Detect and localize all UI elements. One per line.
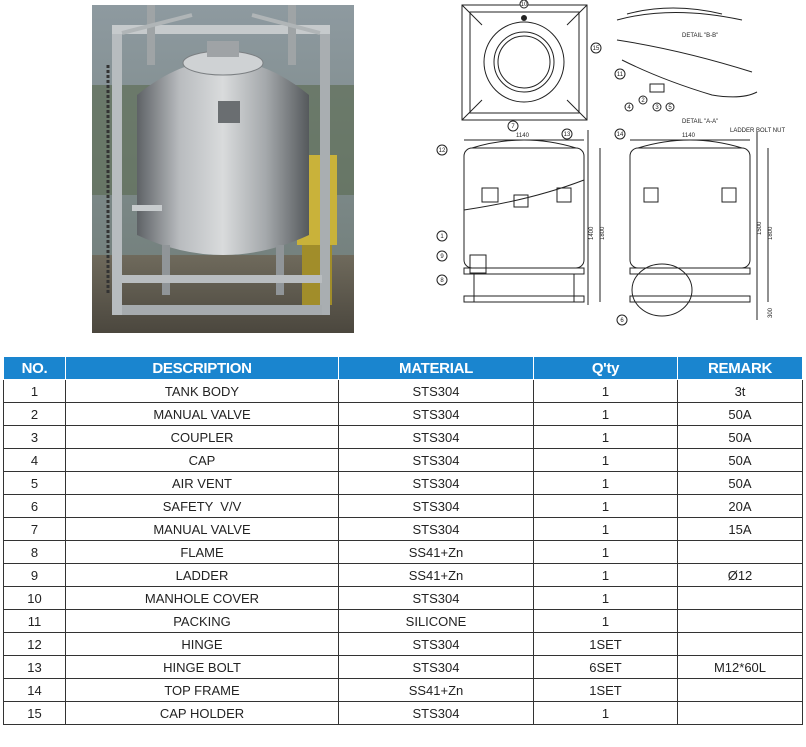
table-row	[4, 702, 803, 725]
cell-remark: 50A	[678, 472, 803, 495]
cell-remark: 20A	[678, 495, 803, 518]
cell-remark	[678, 541, 803, 564]
cell-no: 11	[4, 610, 66, 633]
cell-no: 12	[4, 633, 66, 656]
detail-b-label: DETAIL "B-B"	[682, 33, 719, 39]
cell-description: SAFETY V/V	[66, 495, 339, 518]
svg-text:11: 11	[616, 72, 624, 78]
cell-material: STS304	[339, 587, 534, 610]
cell-remark: M12*60L	[678, 656, 803, 679]
cell-remark: 50A	[678, 426, 803, 449]
callout-11	[615, 69, 625, 79]
cell-qty: 1	[534, 702, 678, 725]
callout-6	[617, 315, 627, 325]
table-row	[4, 380, 803, 403]
table-row	[4, 449, 803, 472]
tank-photo-image	[92, 5, 354, 333]
callout-5	[666, 103, 674, 111]
cell-material: STS304	[339, 449, 534, 472]
table-row	[4, 587, 803, 610]
cell-qty: 1	[534, 472, 678, 495]
table-row	[4, 564, 803, 587]
callout-10	[520, 0, 528, 8]
cell-description: TOP FRAME	[66, 679, 339, 702]
table-body	[4, 380, 803, 725]
callout-14	[615, 129, 625, 139]
cell-no: 3	[4, 426, 66, 449]
callout-2	[639, 96, 647, 104]
height-left-inner: 1400	[589, 226, 595, 240]
cell-description: PACKING	[66, 610, 339, 633]
svg-text:7: 7	[511, 124, 515, 130]
header-qty: Q'ty	[534, 357, 678, 380]
header-remark: REMARK	[678, 357, 803, 380]
cell-description: HINGE	[66, 633, 339, 656]
cell-qty: 1SET	[534, 679, 678, 702]
cell-description: AIR VENT	[66, 472, 339, 495]
cell-description: CAP	[66, 449, 339, 472]
callout-8	[437, 275, 447, 285]
cell-remark	[678, 633, 803, 656]
cell-material: STS304	[339, 426, 534, 449]
ladder-note: LADDER BOLT NUT	[730, 128, 786, 134]
header-material: MATERIAL	[339, 357, 534, 380]
cell-remark: 50A	[678, 449, 803, 472]
header-no: NO.	[4, 357, 66, 380]
table-row	[4, 472, 803, 495]
cell-no: 5	[4, 472, 66, 495]
table-row	[4, 541, 803, 564]
cell-description: HINGE BOLT	[66, 656, 339, 679]
cell-qty: 1	[534, 518, 678, 541]
cell-no: 14	[4, 679, 66, 702]
table-row	[4, 495, 803, 518]
header-description: DESCRIPTION	[66, 357, 339, 380]
cell-material: STS304	[339, 702, 534, 725]
width-left: 1140	[516, 133, 529, 139]
technical-drawing	[412, 0, 802, 338]
svg-text:1: 1	[440, 234, 444, 240]
table-row	[4, 610, 803, 633]
cell-material: STS304	[339, 656, 534, 679]
cell-remark	[678, 587, 803, 610]
cell-description: LADDER	[66, 564, 339, 587]
width-right: 1140	[682, 133, 695, 139]
callout-1	[437, 231, 447, 241]
cell-remark: 50A	[678, 403, 803, 426]
cell-qty: 1SET	[534, 633, 678, 656]
height-left-outer: 1800	[600, 226, 606, 240]
cell-no: 2	[4, 403, 66, 426]
cell-remark: 3t	[678, 380, 803, 403]
height-right-outer: 1800	[768, 226, 774, 240]
table-row	[4, 426, 803, 449]
svg-text:5: 5	[668, 105, 672, 111]
cell-no: 13	[4, 656, 66, 679]
cell-material: STS304	[339, 380, 534, 403]
svg-text:2: 2	[641, 98, 645, 104]
cell-no: 9	[4, 564, 66, 587]
table-row	[4, 518, 803, 541]
cell-qty: 1	[534, 449, 678, 472]
callout-3	[653, 103, 661, 111]
table-row	[4, 403, 803, 426]
cell-remark	[678, 610, 803, 633]
svg-text:10: 10	[520, 2, 528, 8]
cell-qty: 1	[534, 495, 678, 518]
cell-material: STS304	[339, 495, 534, 518]
cell-no: 15	[4, 702, 66, 725]
callout-9	[437, 251, 447, 261]
cell-material: STS304	[339, 518, 534, 541]
callout-15	[591, 43, 601, 53]
cell-material: STS304	[339, 472, 534, 495]
cell-qty: 1	[534, 564, 678, 587]
cell-description: MANHOLE COVER	[66, 587, 339, 610]
cell-qty: 1	[534, 426, 678, 449]
table-header-row	[4, 357, 803, 380]
cell-description: TANK BODY	[66, 380, 339, 403]
cell-material: SS41+Zn	[339, 679, 534, 702]
cell-material: STS304	[339, 633, 534, 656]
cell-no: 1	[4, 380, 66, 403]
cell-material: STS304	[339, 403, 534, 426]
callout-7	[508, 121, 518, 131]
svg-text:15: 15	[592, 46, 600, 52]
cell-remark	[678, 679, 803, 702]
callout-4	[625, 103, 633, 111]
cell-material: SS41+Zn	[339, 564, 534, 587]
svg-text:14: 14	[616, 132, 624, 138]
svg-text:4: 4	[627, 105, 631, 111]
cell-qty: 1	[534, 587, 678, 610]
cell-no: 7	[4, 518, 66, 541]
table-row	[4, 656, 803, 679]
tank-photo	[92, 5, 354, 333]
cell-remark	[678, 702, 803, 725]
height-right-inner: 1500	[757, 221, 763, 235]
svg-text:13: 13	[563, 132, 571, 138]
parts-table	[3, 357, 803, 725]
cell-no: 6	[4, 495, 66, 518]
cell-qty: 1	[534, 541, 678, 564]
callout-13	[562, 129, 572, 139]
cell-material: SS41+Zn	[339, 541, 534, 564]
cell-description: CAP HOLDER	[66, 702, 339, 725]
cell-remark: 15A	[678, 518, 803, 541]
cell-description: COUPLER	[66, 426, 339, 449]
cell-remark: Ø12	[678, 564, 803, 587]
cell-qty: 6SET	[534, 656, 678, 679]
cell-material: SILICONE	[339, 610, 534, 633]
cell-no: 4	[4, 449, 66, 472]
callout-12	[437, 145, 447, 155]
cell-qty: 1	[534, 380, 678, 403]
table-row	[4, 633, 803, 656]
cell-description: MANUAL VALVE	[66, 403, 339, 426]
cell-description: MANUAL VALVE	[66, 518, 339, 541]
cell-qty: 1	[534, 403, 678, 426]
cell-description: FLAME	[66, 541, 339, 564]
svg-text:8: 8	[440, 278, 444, 284]
svg-text:12: 12	[438, 148, 446, 154]
detail-a-label: DETAIL "A-A"	[682, 119, 719, 125]
svg-text:9: 9	[440, 254, 444, 260]
table-row	[4, 679, 803, 702]
svg-text:6: 6	[620, 318, 624, 324]
leg-height: 300	[768, 307, 774, 318]
cell-no: 10	[4, 587, 66, 610]
cell-no: 8	[4, 541, 66, 564]
cell-qty: 1	[534, 610, 678, 633]
technical-drawing-image	[412, 0, 802, 338]
svg-text:3: 3	[655, 105, 659, 111]
